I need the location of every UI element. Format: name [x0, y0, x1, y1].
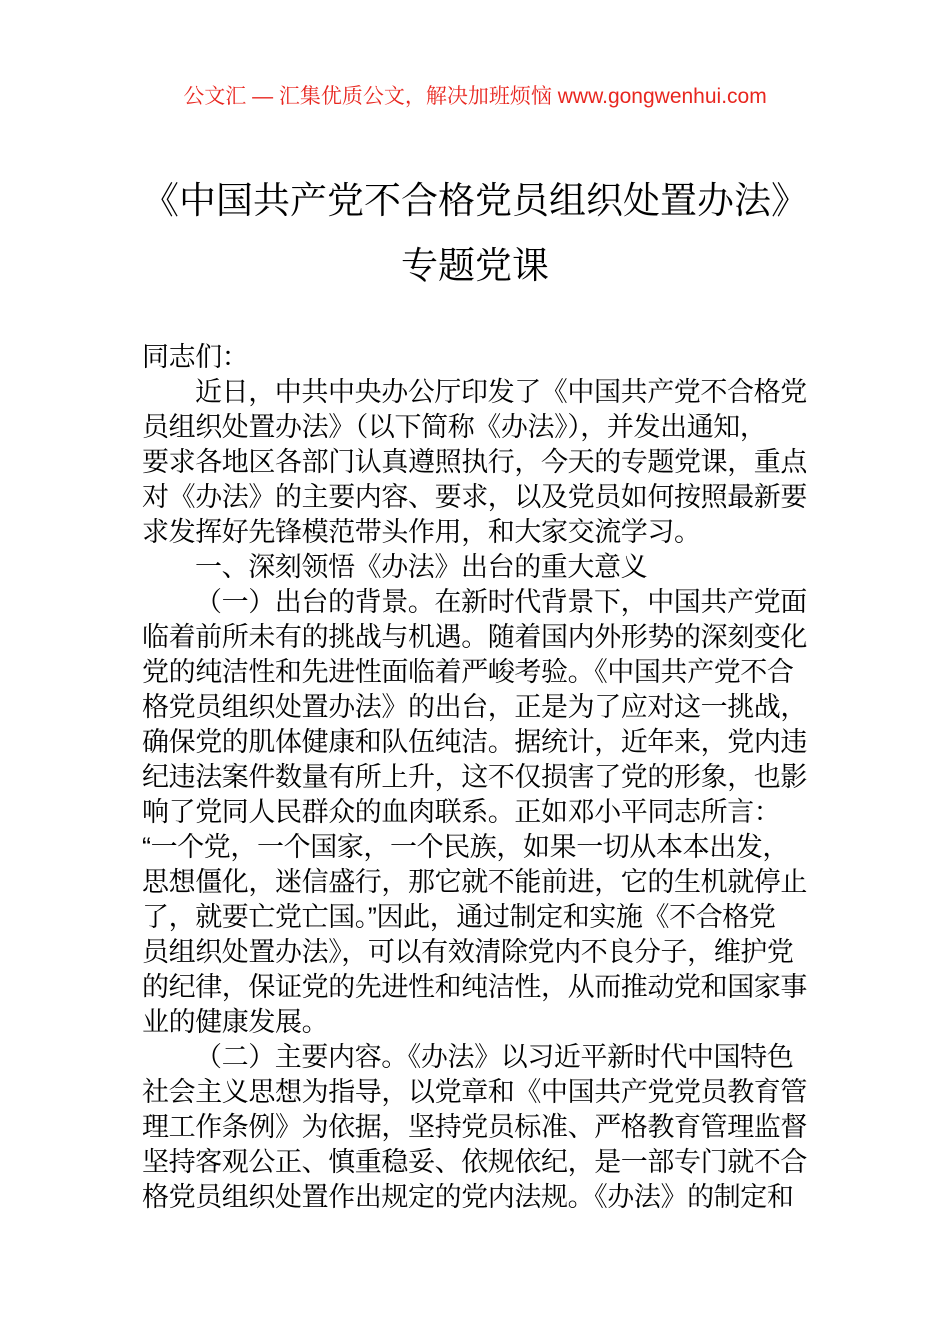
paragraph	[142, 1040, 812, 1215]
text-line: 纪违法案件数量有所上升，这不仅损害了党的形象，也影	[142, 762, 807, 792]
text-line: 思想僵化，迷信盛行，那它就不能前进，它的生机就停止	[142, 867, 807, 897]
text-line: 格党员组织处置作出规定的党内法规。《办法》的制定和	[142, 1182, 794, 1212]
text-line: 响了党同人民群众的血肉联系。正如邓小平同志所言：	[142, 797, 781, 827]
document-title-line1: 《中国共产党不合格党员组织处置办法》	[142, 180, 808, 221]
paragraph	[142, 550, 812, 585]
document-title	[0, 168, 950, 298]
text-line: 员组织处置办法》（以下简称《办法》），并发出通知，	[142, 412, 767, 442]
paragraph	[142, 340, 812, 375]
paragraph	[142, 585, 812, 1040]
site-watermark-text: 公文汇 — 汇集优质公文，解决加班烦恼 www.gongwenhui.com	[183, 85, 767, 108]
text-line: 临着前所未有的挑战与机遇。随着国内外形势的深刻变化	[142, 622, 807, 652]
text-line: 一、深刻领悟《办法》出台的重大意义	[195, 552, 648, 582]
text-line: 的纪律，保证党的先进性和纯洁性，从而推动党和国家事	[142, 972, 807, 1002]
text-line: 业的健康发展。	[142, 1007, 329, 1037]
text-line: 了，就要亡党亡国。”因此，通过制定和实施《不合格党	[142, 902, 776, 932]
paragraph	[142, 375, 812, 550]
text-line: 员组织处置办法》，可以有效清除党内不良分子，维护党	[142, 937, 794, 967]
text-line: 坚持客观公正、慎重稳妥、依规依纪，是一部专门就不合	[142, 1147, 807, 1177]
text-line: “一个党，一个国家，一个民族，如果一切从本本出发，	[142, 832, 789, 862]
text-line: 求发挥好先锋模范带头作用，和大家交流学习。	[142, 517, 701, 547]
text-line: 同志们：	[142, 342, 249, 372]
document-title-line2: 专题党课	[401, 245, 549, 286]
text-line: 要求各地区各部门认真遵照执行，今天的专题党课，重点	[142, 447, 807, 477]
text-line: 近日，中共中央办公厅印发了《中国共产党不合格党	[195, 377, 807, 407]
text-line: （一）出台的背景。在新时代背景下，中国共产党面	[195, 587, 807, 617]
text-line: 社会主义思想为指导，以党章和《中国共产党党员教育管	[142, 1077, 807, 1107]
text-line: 确保党的肌体健康和队伍纯洁。据统计，近年来，党内违	[142, 727, 807, 757]
text-line: 理工作条例》为依据，坚持党员标准、严格教育管理监督	[142, 1112, 807, 1142]
text-line: 格党员组织处置办法》的出台，正是为了应对这一挑战，	[142, 692, 807, 722]
document-body	[142, 340, 812, 1215]
text-line: 对《办法》的主要内容、要求，以及党员如何按照最新要	[142, 482, 807, 512]
text-line: （二）主要内容。《办法》以习近平新时代中国特色	[195, 1042, 794, 1072]
text-line: 党的纯洁性和先进性面临着严峻考验。《中国共产党不合	[142, 657, 794, 687]
